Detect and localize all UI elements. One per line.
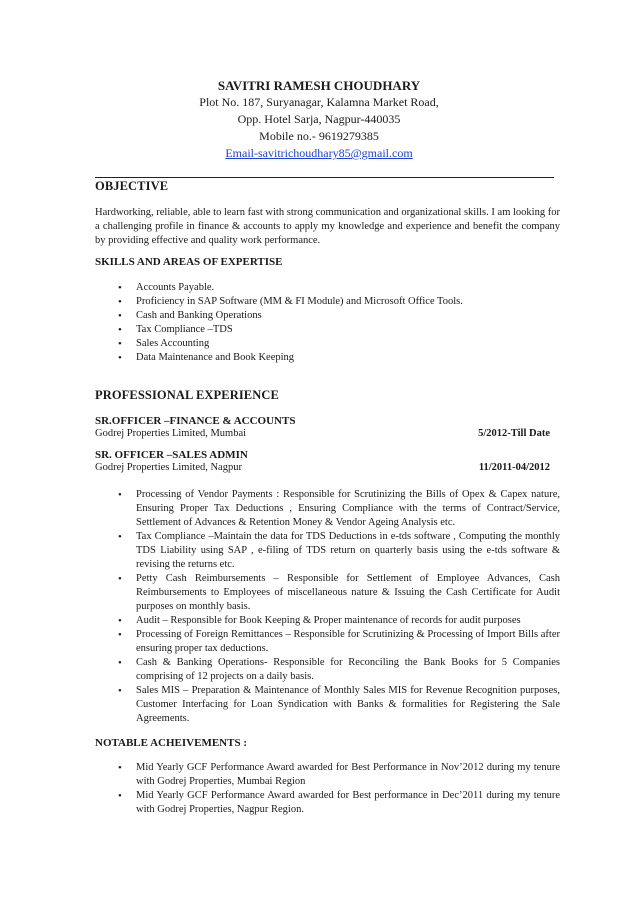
duties-list: [118, 488, 560, 726]
skill-item: • Proficiency in SAP Software (MM & FI Module) and Microsoft Office Tools.: [118, 295, 558, 309]
skill-item: • Data Maintenance and Book Keeping: [118, 351, 558, 365]
duty-item: • Petty Cash Reimbursements – Responsible for Settlement of Employee Advances, Cash Reimbursements to Employees of miscellaneous nature & Issuing the Cash Certificate for Audit purposes on monthly basis.: [118, 572, 560, 614]
job-1-title: SR.OFFICER –FINANCE & ACCOUNTS: [95, 415, 296, 427]
skill-item: • Cash and Banking Operations: [118, 309, 558, 323]
skill-item: • Sales Accounting: [118, 337, 558, 351]
objective-text: Hardworking, reliable, able to learn fast with strong communication and organizational skills. I am looking for a challenging profile in finance & accounts to apply my knowledge and experience and benefit the company by providing effective and quality work performance.: [95, 207, 560, 246]
duty-item: • Processing of Foreign Remittances – Responsible for Scrutinizing & Processing of Import Bills after ensuring proper tax deductions.: [118, 628, 560, 656]
achievement-item: • Mid Yearly GCF Performance Award awarded for Best Performance in Nov’2012 during my tenure with Godrej Properties, Mumbai Region: [118, 761, 560, 789]
skills-heading: SKILLS AND AREAS OF EXPERTISE: [95, 256, 283, 268]
address-line-1: Plot No. 187, Suryanagar, Kalamna Market Road,: [199, 95, 439, 109]
contact-header: [0, 77, 638, 162]
achievement-item: • Mid Yearly GCF Performance Award awarded for Best performance in Dec’2011 during my tenure with Godrej Properties, Nagpur Region.: [118, 789, 560, 817]
duty-item: • Sales MIS – Preparation & Maintenance of Monthly Sales MIS for Revenue Recognition purposes, Customer Interfacing for Loan Syndication with Banks & formalities for Registering the Sale Agreements.: [118, 684, 560, 726]
duty-item: • Cash & Banking Operations- Responsible for Reconciling the Bank Books for 5 Companies comprising of 12 projects on a daily basis.: [118, 656, 560, 684]
address-line-2: Opp. Hotel Sarja, Nagpur-440035: [237, 112, 401, 126]
job-2-title: SR. OFFICER –SALES ADMIN: [95, 449, 248, 461]
achievements-list: [118, 761, 560, 817]
job-1-line: [95, 428, 550, 439]
duty-item: • Processing of Vendor Payments : Responsible for Scrutinizing the Bills of Opex & Capex nature, Ensuring Proper Tax Deductions , Ensuring Compliance with the terms of Contract/Service, Settlement of Advances & Retention Money & Vendor Ageing Analysis etc.: [118, 488, 560, 530]
duty-item: • Audit – Responsible for Book Keeping & Proper maintenance of records for audit purposes: [118, 614, 560, 628]
skills-list: [118, 281, 558, 365]
email-link[interactable]: Email-savitrichoudhary85@gmail.com: [225, 146, 413, 160]
duty-item: • Tax Compliance –Maintain the data for TDS Deductions in e-tds software , Computing the monthly TDS Liability using SAP , e-filing of TDS return on quarterly basis using the e-tds software & revising the returns etc.: [118, 530, 560, 572]
job-2-company: Godrej Properties Limited, Nagpur: [95, 462, 242, 473]
skill-item: • Tax Compliance –TDS: [118, 323, 558, 337]
job-1-company: Godrej Properties Limited, Mumbai: [95, 428, 247, 439]
skill-item: • Accounts Payable.: [118, 281, 558, 295]
experience-heading: PROFESSIONAL EXPERIENCE: [95, 388, 279, 402]
job-1-dates: 5/2012-Till Date: [478, 428, 550, 439]
job-2-line: [95, 462, 550, 473]
mobile-number: Mobile no.- 9619279385: [259, 129, 379, 143]
header-divider: [95, 177, 554, 178]
achievements-heading: NOTABLE ACHEIVEMENTS :: [95, 737, 247, 749]
objective-heading: OBJECTIVE: [95, 179, 169, 193]
job-2-dates: 11/2011-04/2012: [478, 462, 550, 473]
candidate-name: SAVITRI RAMESH CHOUDHARY: [217, 78, 421, 93]
